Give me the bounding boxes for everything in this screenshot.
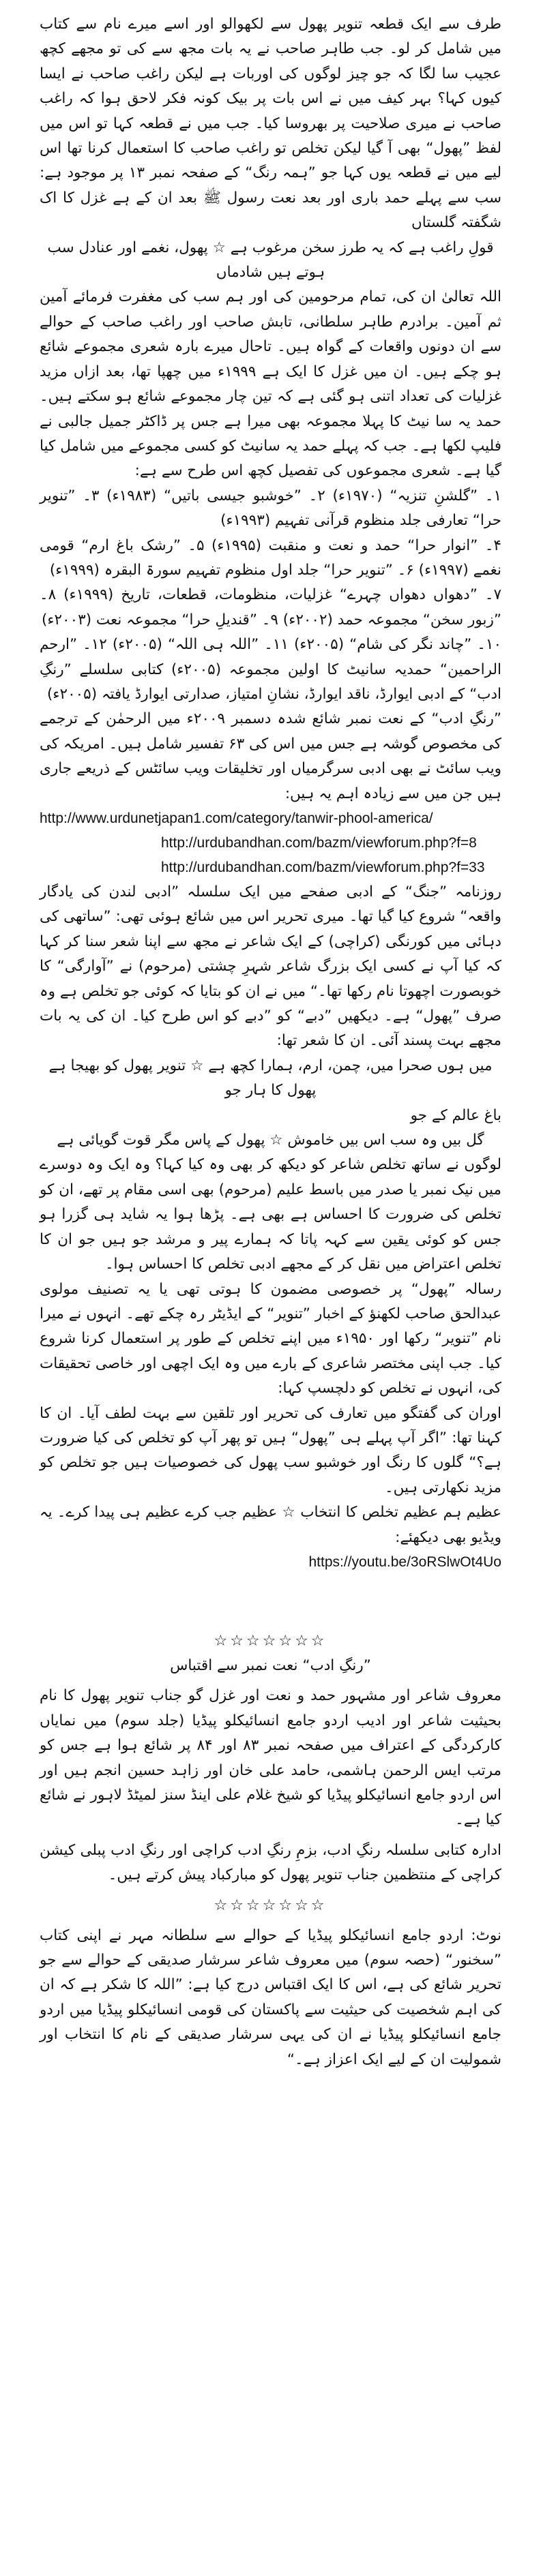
section-subtitle: ”رنگِ ادب“ نعت نمبر سے اقتباس <box>170 1656 371 1674</box>
paragraph-basit: لوگوں نے ساتھ تخلص شاعر کو دیکھ کر بھی وہ کیا کہا؟ وہ ایک وہ دوسرے میں نیک نمبر یا صدر میں باسط علیم (مرحوم) بھی اسی مقام پر تھے، ان کو تخلص کی ضرورت کا احساس ہے بھی ہے۔ پڑھا ہوا یہ شاید ہی گزرا ہو جس کو کوئی یقین سے کہہ پاتا کہ ہمارے پیر و مرشد جو ہیں جو ان کا تخلص اعتراض میں نقل کر کے مجھے ادبی تخلص کا احساس ہوا۔ <box>40 1156 501 1273</box>
couplet-2: گل بیں وہ سب اس بیں خاموش ☆ پھول کے پاس مگر قوت گویائی ہے <box>57 1132 484 1149</box>
star-divider-1: ☆☆☆☆☆☆☆ <box>214 1632 327 1650</box>
paragraph-jang: روزنامہ ”جنگ“ کے ادبی صفحے میں ایک سلسلہ ”ادبی لندن کی یادگار واقعہ“ شروع کیا گیا تھا۔ میری تحریر اس میں شائع ہوئی تھی: ”ساتھی کی دہائی میں کورنگی (کراچی) کے ایک شاعر نے مجھ سے اپنا شعر سنا کر کہا کہ کیا آپ نے کسی ایک بزرگ شاعر شہرِ چشتی (مرحوم) نے ”آوارگی“ کا خوبصورت اچھوتا نام رکھا تھا۔“ میں نے ان کو بتایا کہ کوئی جو تخلص ہے وہ صرف ”پھول“ ہے۔ دیکھیں ”دبے“ کو ”دبے کو اس طرح کیا۔ ان کی یہ بات مجھے بہت پسند آئی۔ ان کا شعر تھا: <box>40 883 501 1050</box>
link-urdubandhan-f8[interactable]: http://urdubandhan.com/bazm/viewforum.php?f=8 <box>161 835 477 851</box>
paragraph-websites: ”رنگِ ادب“ کے نعت نمبر شائع شدہ دسمبر ۲۰۰۹ء میں الرحمٰن کے ترجمے کی مخصوص گوشہ ہے جس میں اس کی ۶۳ تفسیر شامل ہیں۔ امریکہ کی ویب سائٹ نے بھی ادبی سرگرمیاں اور تخلیقات ویب سائٹس کے ذریعے جاری ہیں جن میں سے زیادہ اہم یہ ہیں: <box>40 710 501 802</box>
paragraph-congratulations: ادارہ کتابی سلسلہ رنگِ ادب، بزمِ رنگِ ادب کراچی اور رنگِ ادب پبلی کیشن کراچی کے منتظمین جناب تنویر پھول کو مبارکباد پیش کرتے ہیں۔ <box>40 1841 501 1884</box>
spacer <box>40 1918 501 1924</box>
paragraph-video-intro: عظیم ہم عظیم تخلص کا انتخاب ☆ عظیم جب کرے عظیم ہی پیدا کرے۔ یہ ویڈیو بھی دیکھئے: <box>40 1504 501 1546</box>
spacer <box>40 1575 501 1629</box>
spacer <box>40 1833 501 1838</box>
book-list-3: ۷۔ ”دھواں دھواں چہرے“ غزلیات، منظومات، قطعات، تاریخ (۱۹۹۹ء) ۸۔ ”زبور سخن“ مجموعہ حمد (۲۰۰۲ء) ۹۔ ”قندیلِ حرا“ مجموعہ نعت (۲۰۰۳ء) <box>40 586 501 628</box>
spacer <box>40 1888 501 1894</box>
star-divider-2: ☆☆☆☆☆☆☆ <box>214 1896 327 1914</box>
link-youtube-video[interactable]: https://youtu.be/3oRSlwOt4Uo <box>308 1554 501 1570</box>
paragraph-books: اللہ تعالیٰ ان کی، تمام مرحومین کی اور ہم سب کی مغفرت فرمائے آمین ثم آمین۔ برادرم طاہر سلطانی، تابش صاحب اور راغب صاحب کے حوالے سے ان دونوں واقعات کے گواہ ہیں۔ تاحال میرے بارہ شعری مجموعے شائع ہو چکے ہیں۔ ان میں غزل کا ایک ہے ۱۹۹۹ء میں چھپا تھا، بعد ازاں مزید غزلیات کی تعداد اتنی ہو گئی ہے کہ تین چار مجموعے شائع ہو سکتے ہیں۔ حمد یہ سا نیٹ کا پہلا مجموعہ بھی میرا ہے جس پر ڈاکٹر جمیل جالبی نے فلیپ لکھا ہے۔ جب کہ پہلے حمد یہ سانیٹ کو کسی مجموعے میں شامل کیا گیا ہے۔ شعری مجموعوں کی تفصیل کچھ اس طرح سے ہے: <box>40 288 501 480</box>
paragraph-intro: طرف سے ایک قطعہ تنویر پھول سے لکھوالو اور اسے میرے نام سے کتاب میں شامل کر لو۔ جب طاہر صاحب نے یہ بات مجھ سے کی تو مجھے کچھ عجیب سا لگا کہ جو چیز لوگوں کی اوربات ہے لیکن راغب صاحب نے ایسا کیوں کہا؟ بہر کیف میں نے اس بات پر بیک کونہ فکر لاحق ہوا کہ راغب صاحب نے میری صلاحیت پر بھروسا کیا۔ جب میں نے قطعہ کہا تو اس میں لفظ ”پھول“ بھی آ گیا لیکن تخلص تو راغب صاحب کا استعمال کرنا تھا اس لیے میں نے قطعہ یوں کہا جو ”ہمہ رنگ“ کے صفحہ نمبر ۱۳ پر موجود ہے: سب سے پہلے حمد باری اور بعد نعت رسول ﷺ بعد ان کے ہے غزل کا اک شگفتہ گلستاں <box>40 16 501 232</box>
couplet-1: میں ہوں صحرا میں، چمن، ارم، ہمارا کچھ ہے ☆ تنویر پھول کو بھیجا ہے پھول کا ہار جو <box>48 1057 493 1100</box>
paragraph-note: نوٹ: اردو جامع انسائیکلو پیڈیا کے حوالے سے سلطانہ مہر نے اپنی کتاب ”سخنور“ (حصہ سوم) میں معروف شاعر سرشار صدیقی کے حوالے سے جو تحریر شائع کی ہے، اس کا ایک اقتباس درج کیا ہے: ”اللہ کا شکر ہے کہ ان کی اہم شخصیت کی حیثیت سے پاکستان کی قومی انسائیکلو پیڈیا میں اردو جامع انسائیکلو پیڈیا نے ان کی یہی سرشار صدیقی کے نام کا انتخاب اور شمولیت ان کے لیے ایک اعزاز ہے۔“ <box>40 1926 501 2068</box>
paragraph-phool-magazine: رسالہ ”پھول“ پر خصوصی مضمون کا ہوتی تھی یا یہ تصنیف مولوی عبدالحق صاحب لکھنؤ کے اخبار ”تنویر“ کے ایڈیٹر رہ چکے تھے۔ انہوں نے میرا نام ”تنویر“ رکھا اور ۱۹۵۰ء میں اپنے تخلص کے طور پر استعمال کرنا شروع کیا۔ جب اپنی مختصر شاعری کے بارے میں وہ ایک اچھی اور خاصی تحقیقات کی، انہوں نے تخلص کو دلچسپ کہا: <box>40 1280 502 1397</box>
paragraph-conversation: اوران کی گفتگو میں تعارف کی تحریر اور تلقین سے بہت لطف آیا۔ ان کا کہنا تھا: ”اگر آپ پہلے ہی ”پھول“ ہیں تو پھر آپ کو تخلص کی کیا ضرورت ہے؟“ گلوں کا رنگ اور خوشبو سب پھول کی خصوصیات ہیں جو تخلص کو مزید نکھارتی ہیں۔ <box>40 1404 501 1496</box>
book-list-4: ۱۰۔ ”چاند نگر کی شام“ (۲۰۰۵ء) ۱۱۔ ”اللہ ہی اللہ“ (۲۰۰۵ء) ۱۲۔ ”ارحم الراحمین“ حمدیہ سانیٹ کا اولین مجموعہ (۲۰۰۵ء) کتابی سلسلے ”رنگِ ادب“ کے ادبی ایوارڈ، ناقد ایوارڈ، نشانِ امتیاز، صدارتی ایوارڈ یافتہ (۲۰۰۵ء) <box>40 636 501 703</box>
link-urdubandhan-f33[interactable]: http://urdubandhan.com/bazm/viewforum.php?f=33 <box>161 860 485 875</box>
book-list-1: ۱۔ ”گلشنِ تنزیہ“ (۱۹۷۰ء) ۲۔ ”خوشبو جیسی باتیں“ (۱۹۸۳ء) ۳۔ ”تنویر حرا“ تعارفی جلد منظوم قرآنی تفہیم (۱۹۹۳ء) <box>40 487 501 530</box>
heading-bagh-e-alam: باغ عالم کے جو <box>410 1106 501 1124</box>
paragraph-encyclopedia: معروف شاعر اور مشہور حمد و نعت اور غزل گو جناب تنویر پھول کا نام بحیثیت شاعر اور ادیب اردو جامع انسائیکلو پیڈیا (جلد سوم) میں نمایاں کارکردگی کے اعتراف میں صفحہ نمبر ۸۳ اور ۸۴ پر شائع ہوا ہے جس کو مرتب ایس الرحمن ہاشمی، حامد علی خان اور زاہد حسین انجم ہیں اور اس اردو جامع انسائیکلو پیڈیا کو شیخ غلام علی اینڈ سنز لمیٹڈ لاہور نے شائع کیا ہے۔ <box>40 1687 501 1829</box>
spacer <box>40 1678 501 1684</box>
link-urdunetjapan[interactable]: http://www.urdunetjapan1.com/category/tanwir-phool-america/ <box>40 810 433 826</box>
verse-line: قولِ راغب ہے کہ یہ طرز سخن مرغوب ہے ☆ پھول، نغمے اور عنادل سب ہوتے ہیں شادماں <box>47 239 494 282</box>
book-list-2: ۴۔ ”انوار حرا“ حمد و نعت و منقبت (۱۹۹۵ء) ۵۔ ”رشک باغ ارم“ قومی نغمے (۱۹۹۷ء) ۶۔ ”تنویر حرا“ جلد اول منظوم تفہیم سورۃ البقرہ (۱۹۹۹ء) <box>40 536 501 579</box>
